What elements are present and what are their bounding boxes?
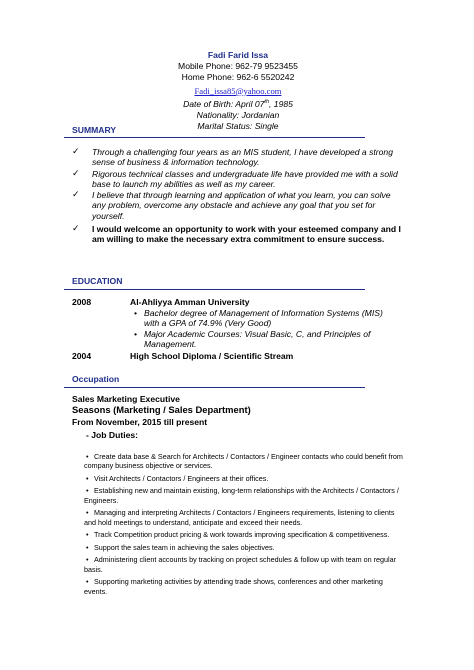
summary-item: ✓ I would welcome an opportunity to work with your esteemed company and I am willing to make the necessary extra commitment to ensure success. [72,223,401,245]
checkmark-icon: ✓ [72,146,80,156]
checkmark-icon: ✓ [72,223,80,234]
company-name: Seasons (Marketing / Sales Department) [72,404,251,415]
marital-status: Marital Status: Single [197,121,279,132]
duty-item: • Managing and interpreting Architects / Contactors / Engineers requirements, listening to clients and hold meetings to understand, anticipate and exceed their needs. [84,508,395,527]
duty-item: • Track Competition product pricing & work towards improving specification & competitiveness. [86,530,390,540]
duty-item: • Administering client accounts by tracking on project schedules & follow up with team on regular basis. [84,555,397,574]
summary-item: ✓ I believe that through learning and application of what you learn, you can solve any problem, overcome any obstacle and achieve any goal that you set for yourself. [72,189,391,221]
education-institution: Al-Ahliyya Amman University [130,297,250,307]
duty-item: • Establishing new and maintain existing, long-term relationships with the Architects / Contactors / Engineers. [84,486,399,505]
job-duties-heading: - Job Duties: [86,430,139,440]
education-bullet: • Major Academic Courses: Visual Basic, C, and Principles of Management. [134,328,371,349]
occupation-divider [64,387,365,388]
occupation-heading: Occupation [72,374,120,384]
summary-divider [64,137,365,138]
summary-heading: SUMMARY [72,125,117,135]
nationality: Nationality: Jordanian [196,109,280,120]
date-of-birth: Date of Birth: April 07th, 1985 [183,98,293,109]
duty-item: • Create data base & Search for Architects / Contactors / Engineer contacts who could benefit from company business objective or services. [84,452,403,471]
education-year: 2004 [72,351,92,361]
duty-item: • Visit Architects / Contactors / Engineers at their offices. [86,473,269,483]
checkmark-icon: ✓ [72,189,80,200]
summary-item: ✓ Rigorous technical classes and undergraduate life have provided me with a solid base to launch my abilities as well as my career. [72,167,398,189]
education-institution: High School Diploma / Scientific Stream [130,351,294,361]
duty-item: • Supporting marketing activities by attending trade shows, conferences and other marketing events. [84,577,383,596]
summary-item: ✓ Through a challenging four years as an MIS student, I have developed a strong sense of business & information technology. [72,146,393,168]
education-bullet: • Bachelor degree of Management of Information Systems (MIS) with a GPA of 74.9% (Very Good) [134,308,383,329]
summary-list [72,147,402,245]
email-link[interactable]: Fadi_issa85@yahoo.com [194,85,282,96]
home-phone: Home Phone: 962-6 5520242 [181,72,295,83]
contact-header [150,50,326,132]
education-divider [64,289,365,290]
employment-period: From November, 2015 till present [72,417,208,427]
job-title: Sales Marketing Executive [72,394,180,404]
mobile-phone: Mobile Phone: 962-79 9523455 [178,61,298,72]
education-details [130,308,400,349]
duty-item: • Support the sales team in achieving the sales objectives. [86,542,275,552]
candidate-name: Fadi Farid Issa [207,50,269,60]
job-duties-list [84,452,404,599]
education-year: 2008 [72,297,92,307]
education-heading: EDUCATION [72,276,123,286]
checkmark-icon: ✓ [72,167,80,178]
